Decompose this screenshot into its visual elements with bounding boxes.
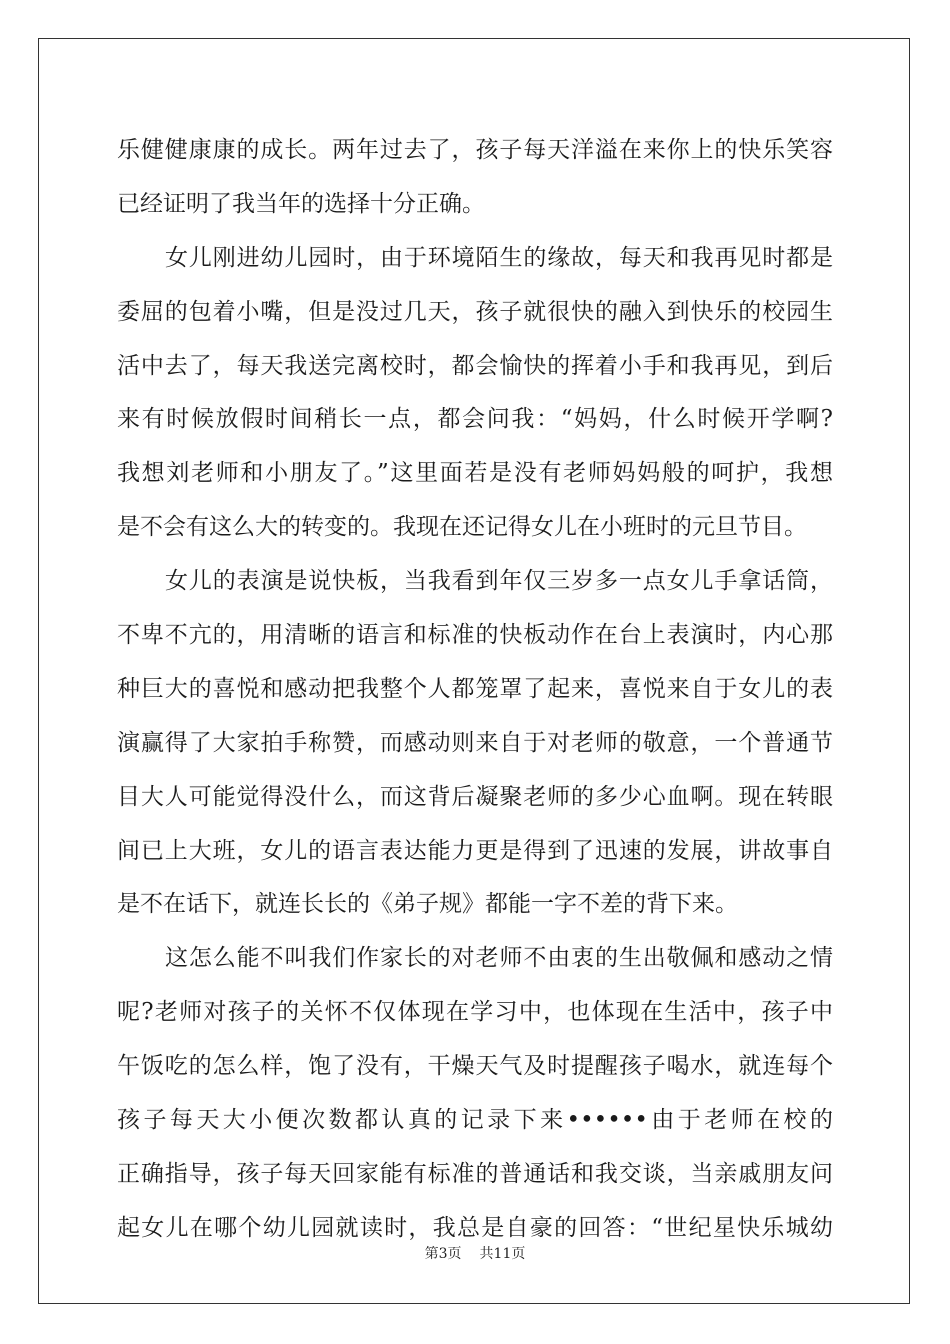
text-line: 是不会有这么大的转变的。我现在还记得女儿在小班时的元旦节目。 bbox=[117, 514, 807, 541]
text-line: 午饭吃的怎么样，饱了没有，干燥天气及时提醒孩子喝水，就连每个 bbox=[117, 1053, 833, 1080]
text-line: 目大人可能觉得没什么，而这背后凝聚老师的多少心血啊。现在转眼 bbox=[117, 783, 833, 810]
text-line: 正确指导，孩子每天回家能有标准的普通话和我交谈，当亲戚朋友问 bbox=[117, 1160, 833, 1187]
text-line: 间已上大班，女儿的语言表达能力更是得到了迅速的发展，讲故事自 bbox=[117, 837, 833, 864]
text-line: 乐健健康康的成长。两年过去了，孩子每天洋溢在来你上的快乐笑容 bbox=[117, 137, 833, 163]
text-line: 委屈的包着小嘴，但是没过几天，孩子就很快的融入到快乐的校园生 bbox=[117, 298, 833, 325]
text-line: 来有时候放假时间稍长一点，都会问我：“妈妈，什么时候开学啊? bbox=[117, 406, 833, 433]
text-line: 不卑不亢的，用清晰的语言和标准的快板动作在台上表演时，内心那 bbox=[117, 622, 833, 649]
text-line: 已经证明了我当年的选择十分正确。 bbox=[117, 190, 485, 217]
text-line: 女儿的表演是说快板，当我看到年仅三岁多一点女儿手拿话筒， bbox=[165, 568, 833, 595]
text-line: 种巨大的喜悦和感动把我整个人都笼罩了起来，喜悦来自于女儿的表 bbox=[117, 675, 833, 702]
page-number: 第3页 bbox=[424, 1246, 462, 1262]
text-line: 我想刘老师和小朋友了。”这里面若是没有老师妈妈般的呵护，我想 bbox=[117, 460, 833, 487]
text-line: 孩子每天大小便次数都认真的记录下来••••••由于老师在校的 bbox=[117, 1107, 833, 1134]
text-line: 是不在话下，就连长长的《弟子规》都能一字不差的背下来。 bbox=[117, 891, 738, 918]
page-footer bbox=[0, 1243, 950, 1263]
text-line: 演赢得了大家拍手称赞，而感动则来自于对老师的敬意，一个普通节 bbox=[117, 729, 833, 756]
text-line: 活中去了，每天我送完离校时，都会愉快的挥着小手和我再见，到后 bbox=[117, 352, 833, 379]
document-body bbox=[117, 124, 833, 1256]
page-total: 共11页 bbox=[479, 1246, 526, 1262]
text-line: 女儿刚进幼儿园时，由于环境陌生的缘故，每天和我再见时都是 bbox=[165, 244, 833, 271]
text-line: 呢?老师对孩子的关怀不仅体现在学习中，也体现在生活中，孩子中 bbox=[117, 999, 833, 1026]
text-line: 起女儿在哪个幼儿园就读时，我总是自豪的回答：“世纪星快乐城幼 bbox=[117, 1214, 833, 1241]
text-line: 这怎么能不叫我们作家长的对老师不由衷的生出敬佩和感动之情 bbox=[165, 945, 833, 972]
